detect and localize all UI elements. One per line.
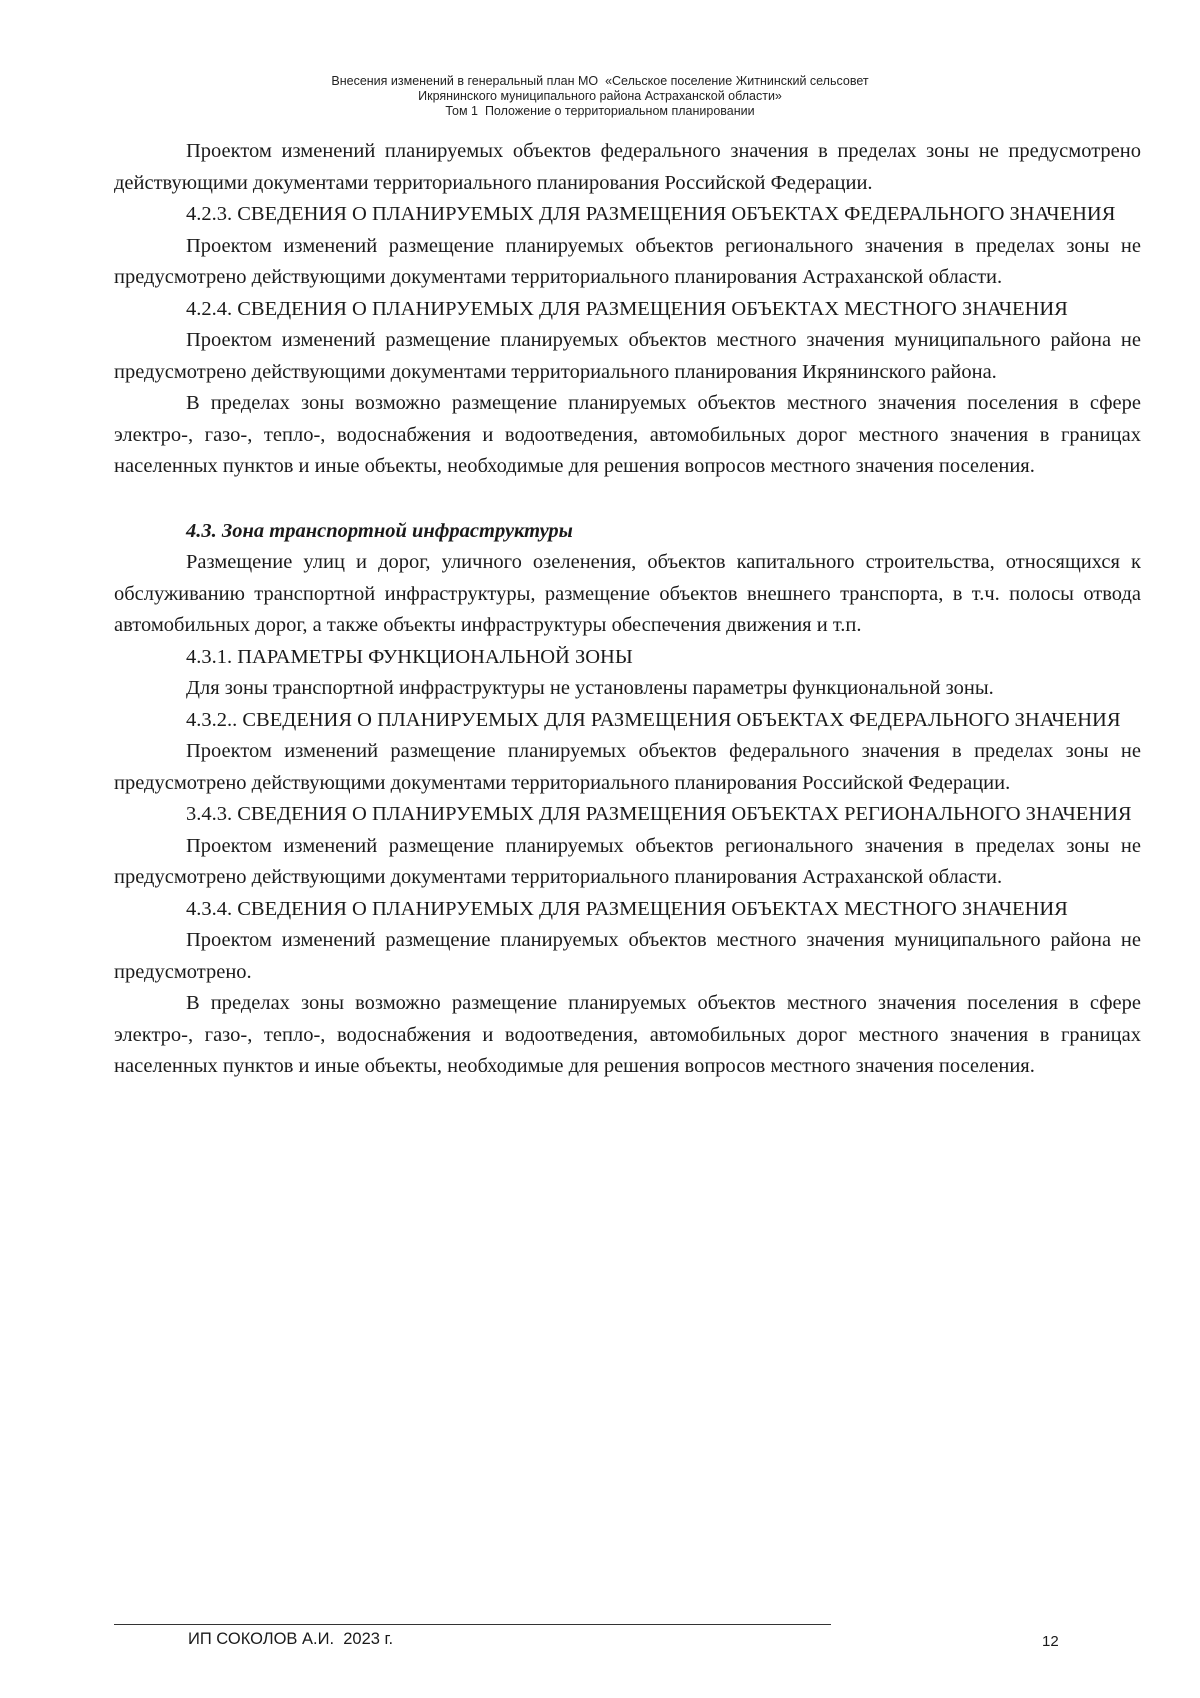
paragraph-possible-placement: В пределах зоны возможно размещение планируемых объектов местного значения поселения в сфере электро-, газо-, тепло-, водоснабжения и водоотведения, автомобильных дорог местного значения в границах населенных пунктов и иные объекты, необходимые для решения вопросов местного значения поселения. <box>114 392 1141 477</box>
paragraph-local-objects-transport: Проектом изменений размещение планируемых объектов местного значения муниципального района не предусмотрено. <box>114 929 1141 983</box>
header-line-2: Икрянинского муниципального района Астраханской области» <box>418 89 782 103</box>
heading-4-2-3: 4.2.3. СВЕДЕНИЯ О ПЛАНИРУЕМЫХ ДЛЯ РАЗМЕЩЕНИЯ ОБЪЕКТАХ ФЕДЕРАЛЬНОГО ЗНАЧЕНИЯ <box>186 203 1116 225</box>
paragraph-federal-objects-transport: Проектом изменений размещение планируемых объектов федерального значения в пределах зоны не предусмотрено действующими документами территориального планирования Российской Федерации. <box>114 740 1141 794</box>
heading-4-3-2: 4.3.2.. СВЕДЕНИЯ О ПЛАНИРУЕМЫХ ДЛЯ РАЗМЕЩЕНИЯ ОБЪЕКТАХ ФЕДЕРАЛЬНОГО ЗНАЧЕНИЯ <box>186 708 1121 731</box>
heading-3-4-3: 3.4.3. СВЕДЕНИЯ О ПЛАНИРУЕМЫХ ДЛЯ РАЗМЕЩЕНИЯ ОБЪЕКТАХ РЕГИОНАЛЬНОГО ЗНАЧЕНИЯ <box>186 803 1132 825</box>
heading-4-3-4: 4.3.4. СВЕДЕНИЯ О ПЛАНИРУЕМЫХ ДЛЯ РАЗМЕЩЕНИЯ ОБЪЕКТАХ МЕСТНОГО ЗНАЧЕНИЯ <box>186 897 1068 920</box>
header-line-3: Том 1 Положение о территориальном планировании <box>445 104 755 118</box>
paragraph-regional-objects: Проектом изменений размещение планируемых объектов регионального значения в пределах зоны не предусмотрено действующими документами территориального планирования Астраханской области. <box>114 234 1141 288</box>
paragraph-local-objects: Проектом изменений размещение планируемых объектов местного значения муниципального района не предусмотрено действующими документами территориального планирования Икрянинского района. <box>114 329 1141 383</box>
paragraph-federal-objects: Проектом изменений планируемых объектов федерального значения в пределах зоны не предусмотрено действующими документами территориального планирования Российской Федерации. <box>114 140 1141 194</box>
paragraph-transport-zone: Размещение улиц и дорог, уличного озеленения, объектов капитального строительства, относящихся к обслуживанию транспортной инфраструктуры, размещение объектов внешнего транспорта, в т.ч. полосы отвода автомобильных дорог, а также объекты инфраструктуры обеспечения движения и т.п. <box>114 551 1141 636</box>
page-number: 12 <box>1042 1633 1059 1650</box>
paragraph-zone-parameters: Для зоны транспортной инфраструктуры не установлены параметры функциональной зоны. <box>186 677 994 699</box>
heading-4-2-4: 4.2.4. СВЕДЕНИЯ О ПЛАНИРУЕМЫХ ДЛЯ РАЗМЕЩЕНИЯ ОБЪЕКТАХ МЕСТНОГО ЗНАЧЕНИЯ <box>186 297 1068 320</box>
footer-divider <box>114 1624 831 1625</box>
heading-4-3-1: 4.3.1. ПАРАМЕТРЫ ФУНКЦИОНАЛЬНОЙ ЗОНЫ <box>186 645 633 668</box>
footer-author: ИП СОКОЛОВ А.И. 2023 г. <box>188 1630 394 1648</box>
running-header <box>0 74 1200 119</box>
paragraph-possible-placement-transport: В пределах зоны возможно размещение планируемых объектов местного значения поселения в сфере электро-, газо-, тепло-, водоснабжения и водоотведения, автомобильных дорог местного значения в границах населенных пунктов и иные объекты, необходимые для решения вопросов местного значения поселения. <box>114 992 1141 1077</box>
page-body <box>114 136 1141 1083</box>
paragraph-regional-objects-transport: Проектом изменений размещение планируемых объектов регионального значения в пределах зоны не предусмотрено действующими документами территориального планирования Астраханской области. <box>114 834 1141 888</box>
section-title-4-3: 4.3. Зона транспортной инфраструктуры <box>186 519 573 542</box>
header-line-1: Внесения изменений в генеральный план МО «Сельское поселение Житнинский сельсовет <box>331 74 869 88</box>
